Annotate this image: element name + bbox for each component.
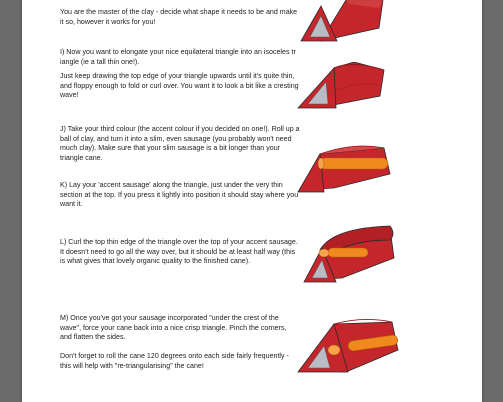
paragraph-step-i: I) Now you want to elongate your nice equilateral triangle into an isoceles tr iangle (ie a tall thin one!).: [60, 48, 296, 66]
accent-sausage-end: [328, 345, 340, 355]
tall-thin-triangle-cane-illustration: [294, 62, 389, 114]
equilateral-triangle-cane-illustration: [297, 0, 387, 50]
paragraph-step-m: M) Once you've got your sausage incorporated "under the crest of the wave", force your cane back into a nice crisp triangle. Pinch the corners, and flatten the sides.: [60, 314, 287, 342]
paragraph-intro: You are the master of the clay - decide what shape it needs to be and make it so, however it works for you!: [60, 8, 298, 26]
retriangulated-wave-cane-illustration: [294, 316, 404, 376]
accent-sausage: [328, 248, 368, 257]
curled-wave-cane-illustration: [298, 220, 398, 284]
paragraph-step-k: K) Lay your 'accent sausage' along the triangle, just under the very thin section at the top. If you press it lightly into position it should stay where you want it.: [60, 181, 299, 209]
accent-sausage-end: [318, 158, 324, 169]
document-page: [22, 0, 482, 402]
paragraph-step-j: J) Take your third colour (the accent colour if you decided on one!). Roll up a ball of clay, and turn it into a slim, even sausage (you probably won't need much clay). Make sure that your slim sausage is a bit longer than your triangle cane.: [60, 125, 300, 162]
paragraph-step-i-detail: Just keep drawing the top edge of your triangle upwards until it's quite thin, and floppy enough to fold or curl over. You want it to look a bit like a cresting wave!: [60, 72, 299, 100]
accent-sausage-end: [319, 249, 329, 257]
paragraph-roll-tip: Don't forget to roll the cane 120 degrees onto each side fairly frequently - this will help with "re-triangularising" the cane!: [60, 352, 289, 370]
accent-sausage: [320, 158, 388, 169]
cane-with-accent-sausage-illustration: [294, 140, 394, 196]
paragraph-step-l: L) Curl the top thin edge of the triangle over the top of your accent sausage. It doesn't need to go all the way over, but it should be at least half way (this is what gives that lovely organic quality to the finished cane).: [60, 238, 298, 266]
